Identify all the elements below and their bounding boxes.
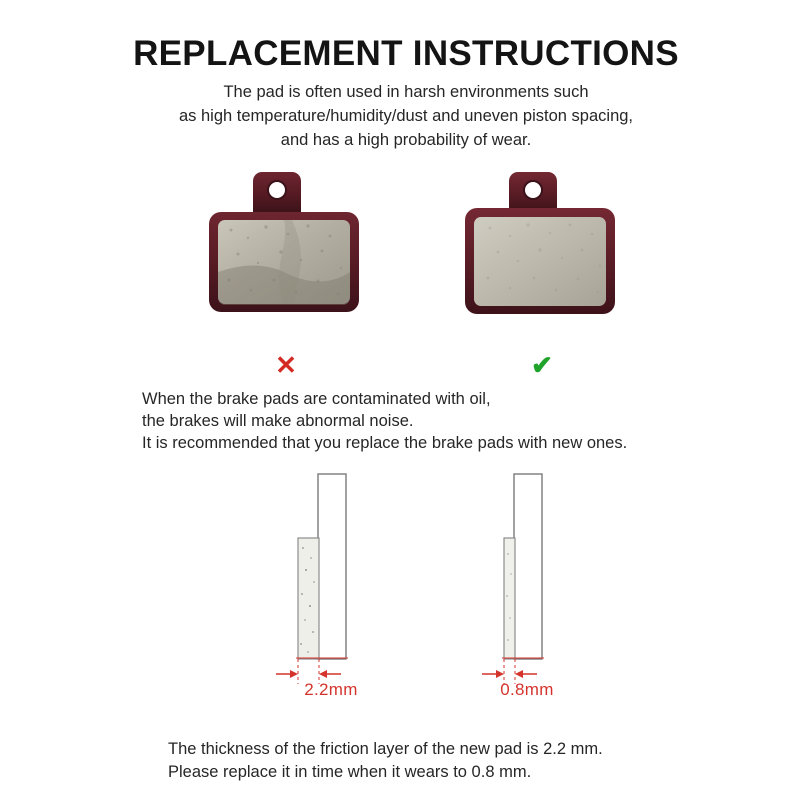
mid-line-2: the brakes will make abnormal noise. [142, 412, 414, 430]
mid-paragraph [142, 388, 762, 454]
pad-comparison [0, 160, 812, 380]
new-pad-thickness-label: 2.2mm [304, 680, 358, 699]
thickness-comparison [0, 462, 812, 724]
worn-pad-thickness-label: 0.8mm [500, 680, 554, 699]
footer-paragraph [168, 738, 728, 784]
new-pad-section-diagram [236, 462, 426, 724]
footer-line-1: The thickness of the friction layer of the new pad is 2.2 mm. [168, 740, 603, 758]
new-pad-illustration [452, 168, 632, 380]
worn-contaminated-pad-illustration [196, 168, 376, 380]
mid-line-3: It is recommended that you replace the brake pads with new ones. [142, 434, 628, 452]
intro-line-3: and has a high probability of wear. [280, 131, 532, 149]
worn-pad-cross-icon: ✕ [275, 350, 297, 380]
worn-pad-section-diagram [432, 462, 622, 724]
new-pad-check-icon: ✔ [531, 350, 553, 380]
mid-line-1: When the brake pads are contaminated with oil, [142, 390, 491, 408]
intro-line-1: The pad is often used in harsh environments such [223, 83, 589, 101]
intro-paragraph [0, 80, 812, 152]
page-title: REPLACEMENT INSTRUCTIONS [133, 34, 679, 73]
intro-line-2: as high temperature/humidity/dust and uneven piston spacing, [178, 107, 634, 125]
footer-line-2: Please replace it in time when it wears to 0.8 mm. [168, 763, 532, 781]
